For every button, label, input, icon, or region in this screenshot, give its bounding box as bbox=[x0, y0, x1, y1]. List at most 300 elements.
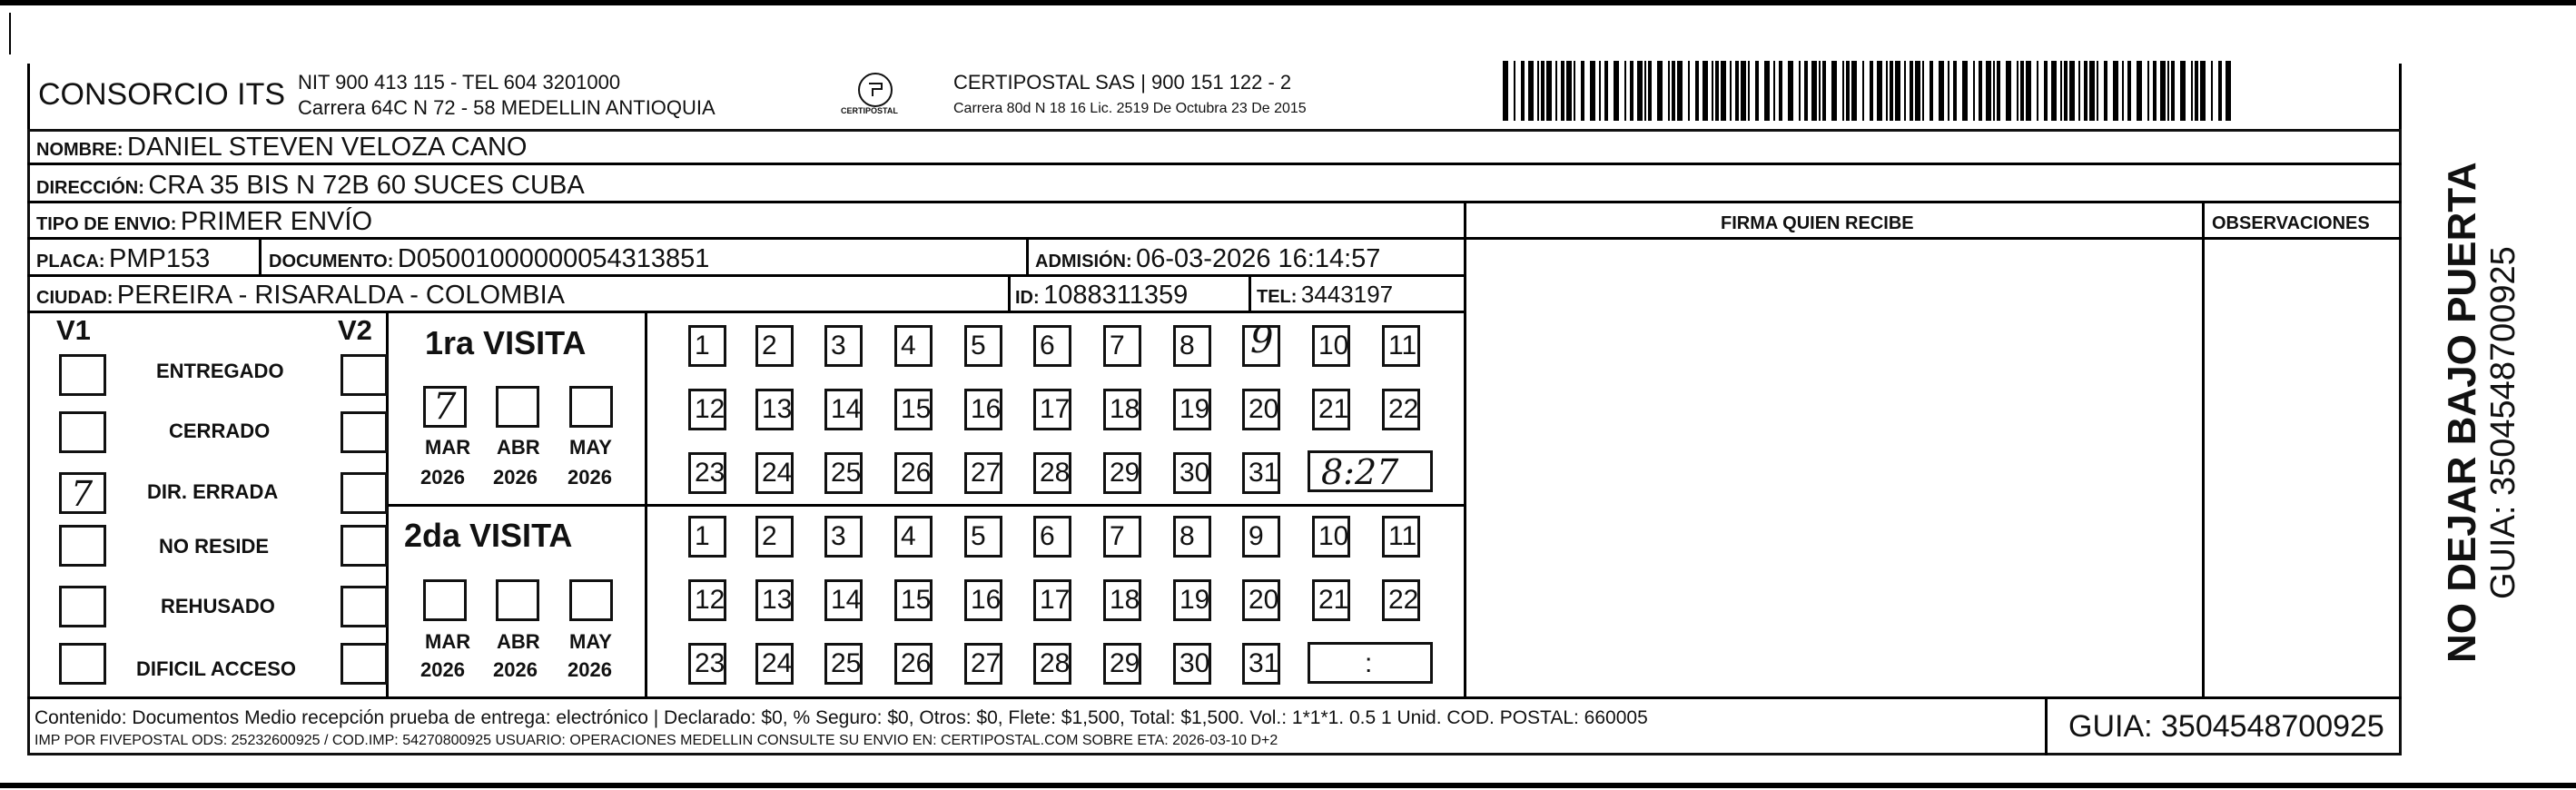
barcode-bar bbox=[1799, 61, 1801, 121]
barcode-bar bbox=[2104, 61, 2107, 121]
barcode-bar bbox=[1788, 61, 1793, 121]
visit1-day-box[interactable] bbox=[894, 452, 933, 494]
visit1-year-mar: 2026 bbox=[420, 466, 465, 489]
v2-checkbox[interactable] bbox=[341, 643, 388, 685]
day-number: 11 bbox=[1388, 521, 1417, 551]
col-tel-sep bbox=[1249, 275, 1251, 311]
v1-checkbox[interactable] bbox=[59, 643, 106, 685]
barcode-bar bbox=[1910, 61, 1913, 121]
barcode-bar bbox=[1555, 61, 1557, 121]
barcode-bar bbox=[2017, 61, 2018, 121]
visit1-time-box[interactable] bbox=[1308, 450, 1433, 492]
barcode-bar bbox=[1703, 61, 1708, 121]
visit1-day-box[interactable] bbox=[894, 389, 933, 430]
tel-row bbox=[1257, 282, 1393, 306]
ship-type: PRIMER ENVÍO bbox=[180, 207, 373, 236]
visit1-day-box[interactable] bbox=[824, 452, 863, 494]
visit1-day-box[interactable] bbox=[688, 452, 726, 494]
status-label: ENTREGADO bbox=[156, 360, 284, 382]
day-number: 31 bbox=[1249, 458, 1279, 488]
visit1-day-box[interactable] bbox=[688, 389, 726, 430]
visit1-month-may: MAY bbox=[569, 436, 612, 459]
visit2-day-box[interactable] bbox=[1173, 516, 1211, 558]
day-number: 1 bbox=[695, 331, 710, 360]
barcode-bar bbox=[1604, 61, 1608, 121]
barcode-bar bbox=[2064, 61, 2068, 121]
shiptype-label: TIPO DE ENVIO: bbox=[36, 214, 177, 234]
visit1-day-box[interactable] bbox=[964, 452, 1002, 494]
certipostal-logo-icon bbox=[860, 74, 891, 105]
col-sign-left bbox=[1464, 201, 1466, 698]
barcode-bar bbox=[1953, 61, 1957, 121]
barcode-bar bbox=[1986, 61, 1991, 121]
barcode-bar bbox=[2051, 61, 2057, 121]
visit1-month-mark: 7 bbox=[433, 386, 457, 428]
day-number: 17 bbox=[1040, 585, 1071, 615]
day-number: 25 bbox=[831, 458, 862, 488]
barcode-bar bbox=[2006, 61, 2011, 121]
visit1-day-box[interactable] bbox=[894, 325, 933, 367]
visit2-day-box[interactable] bbox=[824, 516, 863, 558]
visit2-year-abr: 2026 bbox=[493, 658, 538, 681]
barcode-bar bbox=[2084, 61, 2087, 121]
barcode-bar bbox=[2026, 61, 2031, 121]
barcode-bar bbox=[2195, 61, 2198, 121]
visit1-month-box-may[interactable] bbox=[569, 386, 613, 428]
visit2-day-box[interactable] bbox=[1033, 516, 1071, 558]
day-number: 28 bbox=[1040, 458, 1071, 488]
row-line-3 bbox=[27, 237, 2402, 240]
barcode-bar bbox=[2191, 61, 2193, 121]
day-number: 15 bbox=[901, 585, 932, 615]
barcode-bar bbox=[2060, 61, 2062, 121]
visit1-day-box[interactable] bbox=[688, 325, 726, 367]
day-number: 24 bbox=[762, 648, 793, 678]
barcode-bar bbox=[1993, 61, 1995, 121]
visit1-day-box[interactable] bbox=[1312, 389, 1350, 430]
carrier-name: CERTIPOSTAL SAS | 900 151 122 - 2 bbox=[953, 71, 1292, 94]
barcode-bar bbox=[1672, 61, 1675, 121]
day-number: 13 bbox=[762, 394, 793, 424]
v2-label: V2 bbox=[338, 314, 372, 346]
visit1-day-box[interactable] bbox=[1382, 325, 1420, 367]
visit2-day-box[interactable] bbox=[964, 579, 1002, 621]
visit1-day-box[interactable] bbox=[1382, 389, 1420, 430]
visit1-month-box-abr[interactable] bbox=[496, 386, 539, 428]
barcode-bar bbox=[1712, 61, 1713, 121]
v2-checkbox[interactable] bbox=[341, 472, 388, 514]
day-number: 19 bbox=[1179, 585, 1210, 615]
visit2-day-box[interactable] bbox=[1242, 579, 1280, 621]
visit2-time-box[interactable] bbox=[1308, 642, 1433, 684]
day-number: 26 bbox=[901, 458, 932, 488]
recipient-address: CRA 35 BIS N 72B 60 SUCES CUBA bbox=[148, 171, 585, 200]
barcode-bar bbox=[2137, 61, 2142, 121]
barcode-bar bbox=[1804, 61, 1808, 121]
barcode-bar bbox=[1851, 61, 1857, 121]
barcode-bar bbox=[1721, 61, 1726, 121]
visit2-day-box[interactable] bbox=[688, 579, 726, 621]
visit1-day-box[interactable] bbox=[1173, 452, 1211, 494]
visit2-day-box[interactable] bbox=[1242, 516, 1280, 558]
barcode-bar bbox=[1528, 61, 1534, 121]
visit2-day-box[interactable] bbox=[1033, 579, 1071, 621]
barcode-bar bbox=[2113, 61, 2118, 121]
visit1-day-box[interactable] bbox=[824, 389, 863, 430]
barcode-bar bbox=[1503, 61, 1508, 121]
city-label: CIUDAD: bbox=[36, 288, 114, 308]
v2-checkbox[interactable] bbox=[341, 586, 388, 627]
barcode-bar bbox=[2180, 61, 2186, 121]
barcode-bar bbox=[1773, 61, 1775, 121]
company-address: Carrera 64C N 72 - 58 MEDELLIN ANTIOQUIA bbox=[298, 96, 716, 119]
day-number: 28 bbox=[1040, 648, 1071, 678]
barcode-bar bbox=[1537, 61, 1539, 121]
visit2-month-box-abr[interactable] bbox=[496, 579, 539, 621]
visit2-year-mar: 2026 bbox=[420, 658, 465, 681]
barcode-bar bbox=[1541, 61, 1545, 121]
plate-row bbox=[36, 246, 210, 272]
barcode-bar bbox=[1566, 61, 1572, 121]
barcode-bar bbox=[1979, 61, 1982, 121]
visit2-day-box[interactable] bbox=[1382, 516, 1420, 558]
visit1-year-may: 2026 bbox=[568, 466, 612, 489]
v2-checkbox[interactable] bbox=[341, 354, 388, 396]
barcode-bar bbox=[1948, 61, 1949, 121]
v1-checkbox[interactable] bbox=[59, 411, 106, 453]
visit2-day-box[interactable] bbox=[1103, 643, 1141, 685]
v1-handwritten-mark: 7 bbox=[71, 474, 94, 514]
status-label: CERRADO bbox=[169, 420, 271, 442]
day-number: 1 bbox=[695, 521, 710, 551]
visit2-day-box[interactable] bbox=[1382, 579, 1420, 621]
day-number: 31 bbox=[1249, 648, 1279, 678]
day-number: 18 bbox=[1110, 585, 1140, 615]
barcode-bar bbox=[1561, 61, 1564, 121]
visit2-day-box[interactable] bbox=[1312, 516, 1350, 558]
barcode-bar bbox=[2153, 61, 2157, 121]
day-number: 20 bbox=[1249, 585, 1279, 615]
barcode-bar bbox=[1748, 61, 1750, 121]
visit2-day-box[interactable] bbox=[824, 579, 863, 621]
status-label: DIFICIL ACCESO bbox=[136, 657, 297, 680]
visit1-day-box[interactable] bbox=[1242, 452, 1280, 494]
visit1-day-box[interactable] bbox=[755, 389, 794, 430]
day-number: 12 bbox=[695, 394, 725, 424]
plate-value: PMP153 bbox=[109, 244, 211, 273]
visit1-day-box[interactable] bbox=[1103, 389, 1141, 430]
visit2-day-box[interactable] bbox=[1173, 579, 1211, 621]
day-number: 23 bbox=[695, 458, 725, 488]
day-number: 22 bbox=[1388, 394, 1419, 424]
visit2-time-value: : bbox=[1365, 648, 1373, 678]
barcode-bar bbox=[2078, 61, 2080, 121]
v1-checkbox[interactable] bbox=[59, 525, 106, 567]
visit1-day-box[interactable] bbox=[824, 325, 863, 367]
barcode-bar bbox=[1574, 61, 1575, 121]
barcode-bar bbox=[1890, 61, 1893, 121]
day-number: 4 bbox=[901, 521, 916, 551]
barcode-bar bbox=[2037, 61, 2038, 121]
row-line-2 bbox=[27, 201, 2402, 203]
visit2-day-box[interactable] bbox=[1033, 643, 1071, 685]
barcode-bar bbox=[2218, 61, 2222, 121]
visit2-day-box[interactable] bbox=[1173, 643, 1211, 685]
barcode-bar bbox=[2147, 61, 2149, 121]
barcode-bar bbox=[1915, 61, 1920, 121]
barcode-bar bbox=[1637, 61, 1643, 121]
day-number: 7 bbox=[1110, 331, 1125, 360]
company-nit: NIT 900 413 115 - TEL 604 3201000 bbox=[298, 71, 621, 94]
col-obs-left bbox=[2202, 201, 2205, 698]
visit2-day-box[interactable] bbox=[964, 516, 1002, 558]
barcode-bar bbox=[1811, 61, 1817, 121]
visit1-day-box[interactable] bbox=[1103, 325, 1141, 367]
day-number: 10 bbox=[1318, 331, 1349, 360]
day-number: 14 bbox=[831, 585, 862, 615]
visit1-day-box[interactable] bbox=[755, 452, 794, 494]
day-number: 30 bbox=[1179, 458, 1210, 488]
barcode-bar bbox=[1831, 61, 1837, 121]
barcode-bar bbox=[1688, 61, 1690, 121]
barcode-bar bbox=[1973, 61, 1975, 121]
document-value: D05001000000054313851 bbox=[397, 244, 710, 273]
barcode-bar bbox=[1962, 61, 1968, 121]
visit1-title: 1ra VISITA bbox=[425, 324, 587, 361]
day-number: 14 bbox=[831, 394, 862, 424]
barcode-bar bbox=[1624, 61, 1626, 121]
visit2-month-box-may[interactable] bbox=[569, 579, 613, 621]
barcode-bar bbox=[1842, 61, 1844, 121]
day-number: 17 bbox=[1040, 394, 1071, 424]
carrier-address: Carrera 80d N 18 16 Lic. 2519 De Octubra 23 De 2015 bbox=[953, 101, 1307, 116]
visit1-day-box[interactable] bbox=[1173, 325, 1211, 367]
visit2-day-box[interactable] bbox=[894, 643, 933, 685]
barcode-bar bbox=[1695, 61, 1699, 121]
document-label: DOCUMENTO: bbox=[269, 252, 394, 272]
day-number: 27 bbox=[971, 458, 1002, 488]
day-number: 26 bbox=[901, 648, 932, 678]
visit2-title: 2da VISITA bbox=[404, 517, 573, 554]
admission-row bbox=[1035, 246, 1380, 272]
visit1-day-box[interactable] bbox=[964, 389, 1002, 430]
visit1-day-box[interactable] bbox=[1033, 325, 1071, 367]
day-number: 30 bbox=[1179, 648, 1210, 678]
barcode-bar bbox=[1862, 61, 1864, 121]
visit1-day-box[interactable] bbox=[1242, 320, 1280, 367]
barcode-bar bbox=[1877, 61, 1882, 121]
barcode-bar bbox=[1599, 61, 1601, 121]
barcode-bar bbox=[2122, 61, 2124, 121]
day-number: 2 bbox=[762, 521, 777, 551]
visit2-day-box[interactable] bbox=[755, 516, 794, 558]
address-row bbox=[36, 173, 585, 199]
logo-caption: CERTIPOSTAL bbox=[841, 106, 898, 115]
day-number: 5 bbox=[971, 521, 986, 551]
barcode-bar bbox=[1657, 61, 1663, 121]
col-admission-sep bbox=[1026, 239, 1029, 275]
barcode-bar bbox=[1648, 61, 1652, 121]
visit1-day-box[interactable] bbox=[1033, 389, 1071, 430]
day-number: 16 bbox=[971, 394, 1002, 424]
barcode-bar bbox=[1779, 61, 1782, 121]
day-number: 7 bbox=[1110, 521, 1125, 551]
city-value: PEREIRA - RISARALDA - COLOMBIA bbox=[116, 281, 566, 310]
barcode-bar bbox=[1755, 61, 1759, 121]
footer-guia-sep bbox=[2045, 696, 2048, 755]
visit1-day-box[interactable] bbox=[1173, 389, 1211, 430]
day-number: 19 bbox=[1179, 394, 1210, 424]
visit2-day-box[interactable] bbox=[1103, 579, 1141, 621]
visit2-day-box[interactable] bbox=[1312, 579, 1350, 621]
barcode-bar bbox=[1922, 61, 1924, 121]
visit2-day-box[interactable] bbox=[688, 643, 726, 685]
tel-label: TEL: bbox=[1257, 287, 1298, 307]
barcode-bar bbox=[1590, 61, 1595, 121]
day-number: 8 bbox=[1179, 331, 1195, 360]
day-number: 3 bbox=[831, 331, 846, 360]
visit2-day-box[interactable] bbox=[688, 516, 726, 558]
col-id-sep bbox=[1008, 275, 1011, 311]
v1-label: V1 bbox=[56, 314, 91, 346]
plate-label: PLACA: bbox=[36, 252, 105, 272]
day-number: 22 bbox=[1388, 585, 1419, 615]
day-number: 12 bbox=[695, 585, 725, 615]
barcode-bar bbox=[2200, 61, 2206, 121]
day-number: 21 bbox=[1318, 585, 1349, 615]
day-number: 6 bbox=[1040, 331, 1055, 360]
barcode-bar bbox=[1677, 61, 1683, 121]
barcode-bar bbox=[1735, 61, 1739, 121]
barcode-bar bbox=[1764, 61, 1770, 121]
day-number: 5 bbox=[971, 331, 986, 360]
barcode-bar bbox=[2171, 61, 2175, 121]
barcode-bar bbox=[2127, 61, 2131, 121]
side-guia-number: GUIA: 3504548700925 bbox=[2484, 246, 2522, 599]
day-number: 9 bbox=[1249, 521, 1264, 551]
certipostal-logo bbox=[858, 73, 893, 107]
day-number: 4 bbox=[901, 331, 916, 360]
barcode-bar bbox=[1730, 61, 1732, 121]
day-number: 10 bbox=[1318, 521, 1349, 551]
scan-bottom-border bbox=[0, 783, 2576, 788]
visit2-day-box[interactable] bbox=[1242, 643, 1280, 685]
v1-checkbox[interactable] bbox=[59, 472, 106, 514]
barcode-bar bbox=[1819, 61, 1821, 121]
v1-checkbox[interactable] bbox=[59, 354, 106, 396]
visit1-day-mark: 9 bbox=[1250, 320, 1274, 361]
recipient-name: DANIEL STEVEN VELOZA CANO bbox=[127, 133, 528, 162]
visit2-month-mar: MAR bbox=[425, 630, 471, 653]
barcode-bar bbox=[2020, 61, 2024, 121]
visit2-month-may: MAY bbox=[569, 630, 612, 653]
day-number: 15 bbox=[901, 394, 932, 424]
visit2-day-box[interactable] bbox=[894, 516, 933, 558]
no-dejar-bajo-puerta: NO DEJAR BAJO PUERTA bbox=[2440, 162, 2484, 663]
visit1-day-box[interactable] bbox=[1033, 452, 1071, 494]
day-number: 20 bbox=[1249, 394, 1279, 424]
day-number: 24 bbox=[762, 458, 793, 488]
day-number: 13 bbox=[762, 585, 793, 615]
frame-left-edge bbox=[9, 13, 11, 54]
footer-print-line: IMP POR FIVEPOSTAL ODS: 25232600925 / COD.IMP: 54270800925 USUARIO: OPERACIONES MEDELLIN CONSULTE SU ENVIO EN: CERTIPOSTAL.COM SOBRE ETA: 2026-03-10 D+2 bbox=[35, 733, 1278, 748]
barcode-bar bbox=[2089, 61, 2095, 121]
visit2-day-box[interactable] bbox=[755, 579, 794, 621]
day-number: 16 bbox=[971, 585, 1002, 615]
day-number: 25 bbox=[831, 648, 862, 678]
visit2-month-box-mar[interactable] bbox=[423, 579, 467, 621]
visit1-month-box-mar[interactable] bbox=[423, 386, 467, 428]
shiptype-row bbox=[36, 209, 372, 235]
day-number: 27 bbox=[971, 648, 1002, 678]
barcode-bar bbox=[2226, 61, 2231, 121]
barcode-bar bbox=[1668, 61, 1670, 121]
visit2-day-box[interactable] bbox=[824, 643, 863, 685]
barcode-bar bbox=[1614, 61, 1619, 121]
barcode-bar bbox=[1846, 61, 1850, 121]
id-row bbox=[1015, 282, 1188, 309]
company-name: CONSORCIO ITS bbox=[38, 77, 286, 112]
barcode-bar bbox=[1581, 61, 1584, 121]
visit2-year-may: 2026 bbox=[568, 658, 612, 681]
status-label: DIR. ERRADA bbox=[147, 480, 279, 503]
visit2-day-box[interactable] bbox=[894, 579, 933, 621]
visit1-day-box[interactable] bbox=[964, 325, 1002, 367]
day-number: 3 bbox=[831, 521, 846, 551]
visit1-day-box[interactable] bbox=[1103, 452, 1141, 494]
day-number: 29 bbox=[1110, 648, 1140, 678]
footer-content-line: Contenido: Documentos Medio recepción prueba de entrega: electrónico | Declarado: $0, % Seguro: $0, Otros: $0, Flete: $1,500, Total: $1,500. Vol.: 1*1*1. 0.5 1 Unid. COD. POSTAL: 660005 bbox=[35, 707, 1648, 728]
observations-header: OBSERVACIONES bbox=[2212, 213, 2370, 233]
id-value: 1088311359 bbox=[1043, 281, 1189, 310]
status-label: NO RESIDE bbox=[159, 535, 270, 558]
col-plate-sep bbox=[259, 239, 262, 275]
visit2-day-box[interactable] bbox=[964, 643, 1002, 685]
barcode-bar bbox=[1630, 61, 1633, 121]
visit1-day-box[interactable] bbox=[1242, 389, 1280, 430]
row-line-1 bbox=[27, 163, 2402, 165]
v1-checkbox[interactable] bbox=[59, 586, 106, 627]
footer-guia: GUIA: 3504548700925 bbox=[2068, 709, 2384, 744]
v2-checkbox[interactable] bbox=[341, 525, 388, 567]
scan-top-border bbox=[0, 0, 2576, 5]
city-row bbox=[36, 282, 565, 309]
barcode-bar bbox=[1741, 61, 1746, 121]
barcode-bar bbox=[2211, 61, 2213, 121]
barcode-bar bbox=[1521, 61, 1525, 121]
visit2-day-box[interactable] bbox=[1103, 516, 1141, 558]
name-row bbox=[36, 134, 528, 161]
barcode-bar bbox=[1822, 61, 1826, 121]
barcode-bar bbox=[1895, 61, 1900, 121]
v2-checkbox[interactable] bbox=[341, 411, 388, 453]
barcode-bar bbox=[1715, 61, 1719, 121]
visit2-day-box[interactable] bbox=[755, 643, 794, 685]
barcode-bar bbox=[1546, 61, 1552, 121]
day-number: 6 bbox=[1040, 521, 1055, 551]
visit1-day-box[interactable] bbox=[755, 325, 794, 367]
visit-split-line bbox=[386, 504, 1466, 507]
signature-header: FIRMA QUIEN RECIBE bbox=[1721, 213, 1914, 233]
admission-label: ADMISIÓN: bbox=[1035, 252, 1132, 272]
visit2-month-abr: ABR bbox=[497, 630, 540, 653]
day-number: 23 bbox=[695, 648, 725, 678]
barcode-bar bbox=[1870, 61, 1873, 121]
day-number: 2 bbox=[762, 331, 777, 360]
day-number: 21 bbox=[1318, 394, 1349, 424]
visit1-day-box[interactable] bbox=[1312, 325, 1350, 367]
name-label: NOMBRE: bbox=[36, 140, 123, 160]
